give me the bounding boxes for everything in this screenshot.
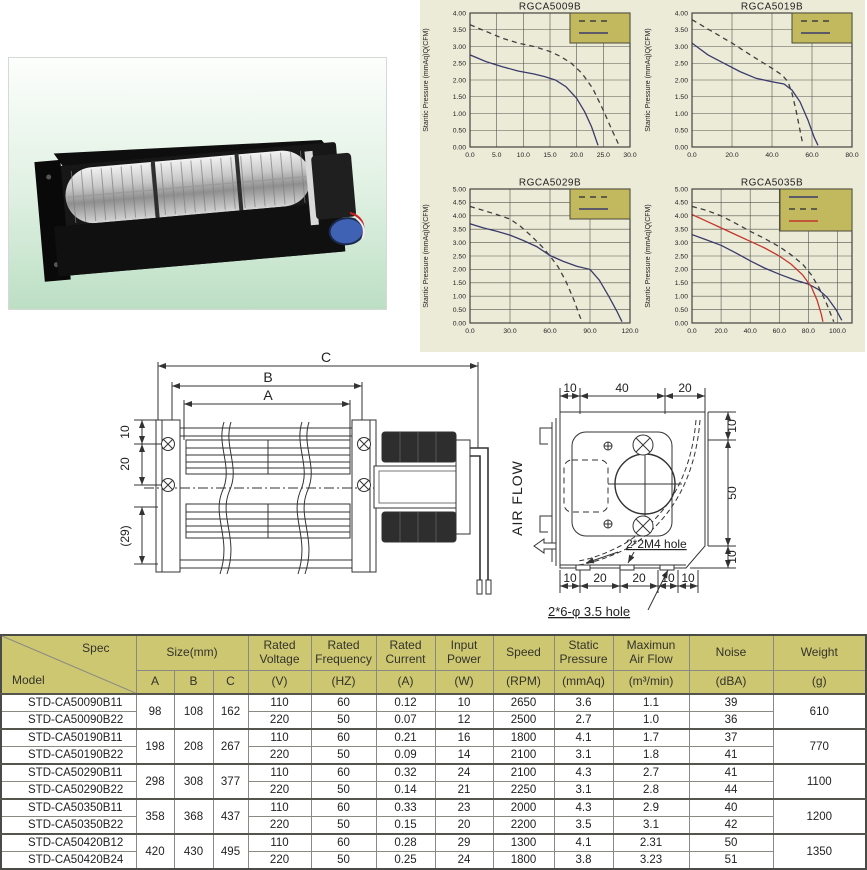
svg-text:40.0: 40.0 [765, 152, 779, 159]
cell-voltage: 220 [248, 852, 311, 870]
header-size-b: B [174, 671, 213, 695]
cell-voltage: 110 [248, 694, 311, 712]
header-line1: Maximun [626, 638, 676, 653]
cell-power: 29 [435, 834, 493, 852]
dim-bottom-3: 20 [632, 571, 646, 585]
chart-ylabel: Stantic Pressure (mmAq)Q(CFM) [645, 204, 652, 308]
cell-noise: 42 [689, 817, 773, 835]
svg-text:1.00: 1.00 [452, 110, 466, 118]
svg-text:4.50: 4.50 [452, 199, 466, 207]
fan-photo [9, 58, 386, 309]
cell-power: 10 [435, 694, 493, 712]
svg-text:3.00: 3.00 [674, 239, 688, 247]
cell-weight: 610 [773, 694, 866, 729]
svg-text:20.0: 20.0 [714, 328, 728, 335]
chart-title: RGCA5009B [518, 1, 582, 13]
motor-coil-top [382, 432, 456, 462]
table-row [1, 817, 866, 835]
header-line1: Static [568, 638, 599, 653]
header-noise [689, 635, 773, 671]
model-cell: STD-CA50090B22 [1, 712, 136, 730]
svg-text:0.0: 0.0 [687, 328, 697, 335]
table-row [1, 747, 866, 765]
cell-power: 20 [435, 817, 493, 835]
model-cell: STD-CA50420B24 [1, 852, 136, 870]
cell-speed: 1300 [493, 834, 554, 852]
dim-bottom-4: 10 [661, 571, 675, 585]
unit-power: (W) [435, 671, 493, 695]
dim-label-a: A [263, 387, 273, 403]
dim-bottom-5: 10 [681, 571, 695, 585]
svg-text:0.00: 0.00 [452, 320, 466, 328]
cell-frequency: 50 [311, 817, 376, 835]
svg-text:5.00: 5.00 [674, 186, 688, 194]
dim-bottom-1: 10 [563, 571, 577, 585]
cell-frequency: 50 [311, 712, 376, 730]
chart-ylabel: Stantic Pressure (mmAq)Q(CFM) [423, 204, 430, 308]
svg-text:2.00: 2.00 [674, 266, 688, 274]
cell-static-pressure: 3.8 [554, 852, 613, 870]
cell-current: 0.33 [376, 799, 435, 817]
cell-frequency: 50 [311, 852, 376, 870]
cell-speed: 1800 [493, 729, 554, 747]
header-line2: Current [385, 652, 426, 666]
cell-speed: 2650 [493, 694, 554, 712]
model-cell: STD-CA50190B11 [1, 729, 136, 747]
cell-size-a: 358 [136, 799, 174, 834]
svg-text:0.0: 0.0 [687, 152, 697, 159]
cell-voltage: 220 [248, 817, 311, 835]
cell-voltage: 110 [248, 799, 311, 817]
cell-current: 0.12 [376, 694, 435, 712]
svg-text:2.00: 2.00 [452, 266, 466, 274]
chart-rgca5035b [642, 176, 864, 352]
header-line2: Voltage [259, 652, 300, 666]
unit-airflow: (m³/min) [613, 671, 689, 695]
cell-current: 0.32 [376, 764, 435, 782]
svg-text:0.50: 0.50 [452, 127, 466, 135]
cell-size-c: 495 [213, 834, 248, 869]
svg-text:0.0: 0.0 [465, 152, 475, 159]
dim-label-b: B [263, 369, 273, 385]
end-view-drawing [500, 348, 865, 632]
corner-header-cell [1, 635, 136, 694]
header-line1: Rated [389, 638, 422, 653]
header-line1: Rated [327, 638, 360, 653]
cell-power: 14 [435, 747, 493, 765]
svg-text:0.50: 0.50 [452, 306, 466, 314]
dim-bottom-2: 20 [593, 571, 607, 585]
hole-label-m4: 2*2M4 hole [626, 537, 687, 551]
header-line2: Frequency [315, 652, 372, 666]
svg-text:30.0: 30.0 [623, 152, 637, 159]
cell-static-pressure: 3.6 [554, 694, 613, 712]
dim-right-3: 10 [725, 550, 739, 564]
header-line1: Rated [263, 638, 296, 653]
cell-size-a: 98 [136, 694, 174, 729]
header-line1: Input [450, 638, 478, 653]
svg-text:0.00: 0.00 [452, 144, 466, 152]
cell-static-pressure: 3.1 [554, 782, 613, 800]
svg-text:4.00: 4.00 [452, 213, 466, 221]
svg-text:1.00: 1.00 [674, 293, 688, 301]
svg-text:60.0: 60.0 [543, 328, 557, 335]
header-airflow [613, 635, 689, 671]
cell-noise: 44 [689, 782, 773, 800]
svg-text:0.00: 0.00 [674, 144, 688, 152]
svg-text:3.50: 3.50 [452, 27, 466, 35]
cell-static-pressure: 4.3 [554, 799, 613, 817]
svg-text:1.50: 1.50 [674, 280, 688, 288]
cell-speed: 2000 [493, 799, 554, 817]
cell-size-c: 267 [213, 729, 248, 764]
header-size-group: Size(mm) [136, 635, 248, 671]
svg-text:3.00: 3.00 [452, 43, 466, 51]
cell-size-a: 298 [136, 764, 174, 799]
header-voltage [248, 635, 311, 671]
cell-airflow: 2.31 [613, 834, 689, 852]
dim-label-20: 20 [118, 457, 132, 471]
svg-text:0.50: 0.50 [674, 127, 688, 135]
dim-right-1: 10 [725, 419, 739, 433]
cell-speed: 2100 [493, 764, 554, 782]
cell-current: 0.07 [376, 712, 435, 730]
header-line1: Weight [800, 645, 838, 660]
cell-voltage: 220 [248, 747, 311, 765]
header-line1: Speed [506, 645, 541, 660]
product-photo-box [8, 57, 387, 310]
svg-text:90.0: 90.0 [583, 328, 597, 335]
cell-voltage: 110 [248, 764, 311, 782]
corner-spec-label: Spec [82, 641, 110, 655]
svg-text:0.0: 0.0 [465, 328, 475, 335]
spec-table [0, 634, 867, 870]
svg-text:0.50: 0.50 [674, 306, 688, 314]
cell-noise: 41 [689, 764, 773, 782]
header-power [435, 635, 493, 671]
cell-noise: 36 [689, 712, 773, 730]
cell-airflow: 1.8 [613, 747, 689, 765]
cell-size-c: 437 [213, 799, 248, 834]
svg-text:5.0: 5.0 [491, 152, 502, 159]
cell-voltage: 220 [248, 782, 311, 800]
cell-weight: 1200 [773, 799, 866, 834]
corner-model-label: Model [12, 673, 45, 688]
cell-size-c: 377 [213, 764, 248, 799]
table-row [1, 694, 866, 712]
header-current [376, 635, 435, 671]
svg-text:20.0: 20.0 [570, 152, 584, 159]
cell-static-pressure: 3.5 [554, 817, 613, 835]
svg-text:2.50: 2.50 [452, 253, 466, 261]
cell-size-b: 108 [174, 694, 213, 729]
svg-text:4.00: 4.00 [674, 213, 688, 221]
svg-text:2.50: 2.50 [674, 60, 688, 68]
unit-speed: (RPM) [493, 671, 554, 695]
svg-text:4.00: 4.00 [674, 10, 688, 18]
svg-text:1.50: 1.50 [674, 94, 688, 102]
cell-speed: 1800 [493, 852, 554, 870]
unit-static-pressure: (mmAq) [554, 671, 613, 695]
cell-power: 21 [435, 782, 493, 800]
chart-curves [470, 206, 622, 321]
solid-curve [470, 224, 622, 322]
cell-static-pressure: 4.1 [554, 729, 613, 747]
cell-noise: 40 [689, 799, 773, 817]
cell-frequency: 50 [311, 747, 376, 765]
chart-title: RGCA5019B [740, 1, 804, 13]
svg-text:60.0: 60.0 [772, 328, 786, 335]
svg-text:3.00: 3.00 [452, 239, 466, 247]
cell-speed: 2250 [493, 782, 554, 800]
model-cell: STD-CA50420B12 [1, 834, 136, 852]
svg-text:1.00: 1.00 [452, 293, 466, 301]
performance-charts-panel [420, 0, 865, 352]
air-flow-label: AIR FLOW [509, 460, 525, 536]
svg-text:40.0: 40.0 [743, 328, 757, 335]
cell-current: 0.15 [376, 817, 435, 835]
header-size-a: A [136, 671, 174, 695]
motor-coil-bottom [382, 512, 456, 542]
svg-text:25.0: 25.0 [596, 152, 610, 159]
unit-frequency: (HZ) [311, 671, 376, 695]
cell-static-pressure: 4.3 [554, 764, 613, 782]
chart-legend [570, 13, 630, 43]
svg-text:120.0: 120.0 [621, 328, 639, 335]
chart-ylabel: Stantic Pressure (mmAq)Q(CFM) [423, 28, 430, 132]
cell-current: 0.25 [376, 852, 435, 870]
cell-power: 24 [435, 764, 493, 782]
cell-voltage: 110 [248, 834, 311, 852]
cell-size-b: 308 [174, 764, 213, 799]
svg-text:1.50: 1.50 [452, 280, 466, 288]
cell-size-b: 430 [174, 834, 213, 869]
svg-text:60.0: 60.0 [805, 152, 819, 159]
table-row [1, 852, 866, 870]
header-frequency [311, 635, 376, 671]
cell-size-c: 162 [213, 694, 248, 729]
table-row [1, 782, 866, 800]
unit-current: (A) [376, 671, 435, 695]
header-static-pressure [554, 635, 613, 671]
air-flow-arrow-icon [534, 539, 556, 553]
svg-text:2.00: 2.00 [452, 77, 466, 85]
header-speed [493, 635, 554, 671]
side-view-drawing [116, 349, 518, 614]
model-cell: STD-CA50350B22 [1, 817, 136, 835]
cell-size-a: 198 [136, 729, 174, 764]
cell-noise: 39 [689, 694, 773, 712]
cell-current: 0.28 [376, 834, 435, 852]
header-line1: Noise [715, 645, 747, 660]
header-line2: Air Flow [629, 652, 673, 666]
svg-text:1.00: 1.00 [674, 110, 688, 118]
header-line2: Pressure [559, 652, 608, 666]
dim-top-1: 10 [563, 381, 577, 395]
unit-weight: (g) [773, 671, 866, 695]
dim-right-2: 50 [725, 486, 739, 500]
svg-text:2.50: 2.50 [452, 60, 466, 68]
svg-text:3.00: 3.00 [674, 43, 688, 51]
cell-airflow: 2.9 [613, 799, 689, 817]
cell-noise: 51 [689, 852, 773, 870]
cell-weight: 1350 [773, 834, 866, 869]
cell-frequency: 50 [311, 782, 376, 800]
chart-cell-rgca5009b [420, 0, 642, 176]
dim-label-29: (29) [118, 525, 132, 547]
cell-noise: 41 [689, 747, 773, 765]
cell-power: 12 [435, 712, 493, 730]
cell-noise: 50 [689, 834, 773, 852]
cell-airflow: 1.1 [613, 694, 689, 712]
svg-text:15.0: 15.0 [543, 152, 557, 159]
model-cell: STD-CA50290B11 [1, 764, 136, 782]
dim-label-10: 10 [118, 425, 132, 439]
cell-speed: 2500 [493, 712, 554, 730]
dim-top-3: 20 [678, 381, 692, 395]
cell-weight: 1100 [773, 764, 866, 799]
cell-power: 16 [435, 729, 493, 747]
model-cell: STD-CA50290B22 [1, 782, 136, 800]
model-cell: STD-CA50190B22 [1, 747, 136, 765]
cell-frequency: 60 [311, 834, 376, 852]
cell-power: 24 [435, 852, 493, 870]
cell-airflow: 3.1 [613, 817, 689, 835]
svg-text:2.50: 2.50 [674, 253, 688, 261]
cell-static-pressure: 4.1 [554, 834, 613, 852]
cell-frequency: 60 [311, 729, 376, 747]
cell-voltage: 110 [248, 729, 311, 747]
cell-speed: 2100 [493, 747, 554, 765]
dashed-curve [692, 20, 803, 146]
solid-curve [470, 55, 598, 145]
svg-text:100.0: 100.0 [828, 328, 846, 335]
cell-airflow: 2.8 [613, 782, 689, 800]
cell-size-b: 368 [174, 799, 213, 834]
model-cell: STD-CA50090B11 [1, 694, 136, 712]
chart-legend [792, 13, 852, 43]
svg-text:2.00: 2.00 [674, 77, 688, 85]
chart-title: RGCA5029B [518, 177, 582, 189]
table-row [1, 799, 866, 817]
header-size-c: C [213, 671, 248, 695]
chart-cell-rgca5035b [642, 176, 864, 352]
cell-current: 0.09 [376, 747, 435, 765]
cell-speed: 2200 [493, 817, 554, 835]
svg-text:80.0: 80.0 [801, 328, 815, 335]
cell-current: 0.14 [376, 782, 435, 800]
chart-cell-rgca5019b [642, 0, 864, 176]
chart-rgca5029b [420, 176, 642, 352]
svg-text:4.50: 4.50 [674, 199, 688, 207]
cell-size-a: 420 [136, 834, 174, 869]
cell-frequency: 60 [311, 694, 376, 712]
svg-text:3.50: 3.50 [674, 226, 688, 234]
cell-size-b: 208 [174, 729, 213, 764]
model-cell: STD-CA50350B11 [1, 799, 136, 817]
cell-airflow: 1.0 [613, 712, 689, 730]
cell-airflow: 2.7 [613, 764, 689, 782]
chart-rgca5019b [642, 0, 864, 176]
cell-voltage: 220 [248, 712, 311, 730]
unit-noise: (dBA) [689, 671, 773, 695]
chart-legend [780, 189, 852, 231]
table-row [1, 712, 866, 730]
svg-text:1.50: 1.50 [452, 94, 466, 102]
cell-static-pressure: 2.7 [554, 712, 613, 730]
hole-label-d35: 2*6-φ 3.5 hole [548, 604, 631, 619]
cell-current: 0.21 [376, 729, 435, 747]
table-row [1, 729, 866, 747]
table-row [1, 834, 866, 852]
fan-motor [311, 153, 356, 220]
cell-weight: 770 [773, 729, 866, 764]
svg-text:30.0: 30.0 [503, 328, 517, 335]
table-row [1, 764, 866, 782]
svg-text:80.0: 80.0 [845, 152, 859, 159]
cell-power: 23 [435, 799, 493, 817]
chart-legend [570, 189, 630, 219]
header-weight [773, 635, 866, 671]
cell-frequency: 60 [311, 764, 376, 782]
chart-cell-rgca5029b [420, 176, 642, 352]
cell-noise: 37 [689, 729, 773, 747]
cell-static-pressure: 3.1 [554, 747, 613, 765]
chart-ylabel: Stantic Pressure (mmAq)Q(CFM) [645, 28, 652, 132]
svg-text:10.0: 10.0 [516, 152, 530, 159]
header-line2: Power [447, 652, 482, 666]
cell-airflow: 3.23 [613, 852, 689, 870]
cell-frequency: 60 [311, 799, 376, 817]
unit-voltage: (V) [248, 671, 311, 695]
svg-text:3.50: 3.50 [452, 226, 466, 234]
dim-top-2: 40 [615, 381, 629, 395]
svg-text:4.00: 4.00 [452, 10, 466, 18]
svg-text:5.00: 5.00 [452, 186, 466, 194]
chart-title: RGCA5035B [740, 177, 804, 189]
svg-text:3.50: 3.50 [674, 27, 688, 35]
chart-rgca5009b [420, 0, 642, 176]
svg-text:20.0: 20.0 [725, 152, 739, 159]
dashed-curve [470, 206, 582, 321]
svg-text:0.00: 0.00 [674, 320, 688, 328]
dim-label-c: C [320, 349, 332, 365]
cell-airflow: 1.7 [613, 729, 689, 747]
